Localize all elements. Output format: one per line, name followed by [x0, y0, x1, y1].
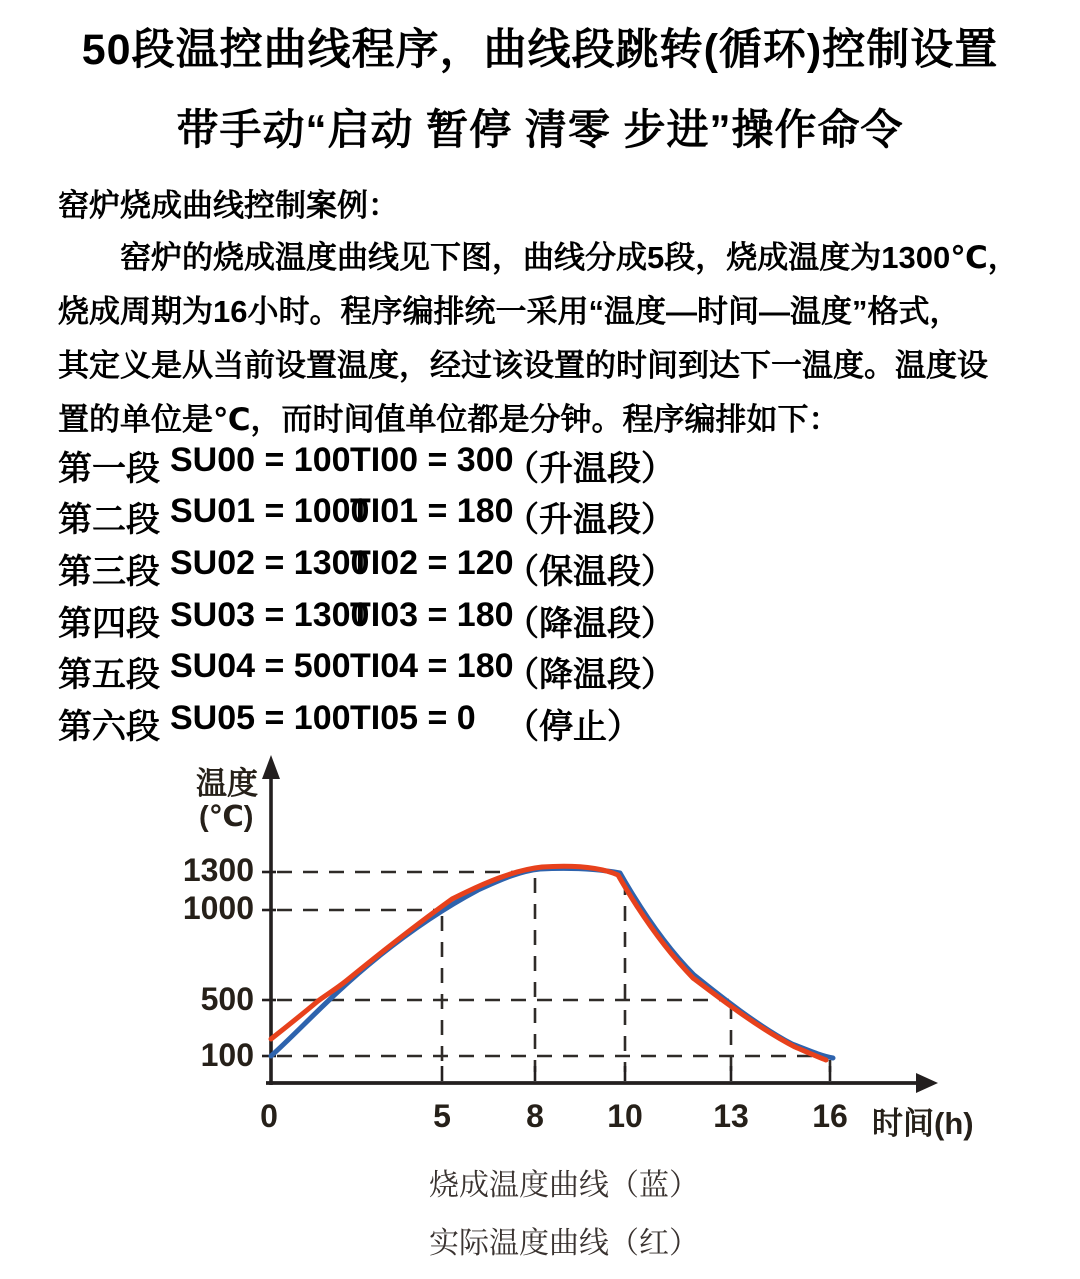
segment-note: （降温段） [505, 605, 675, 643]
segment-ti-value: TI03 = 180 [350, 596, 514, 634]
segment-row-1 [58, 441, 958, 488]
x-tick-8: 8 [526, 1098, 544, 1134]
y-tick-1300: 1300 [182, 852, 254, 888]
legend-red-curve: 实际温度曲线（红） [429, 1227, 699, 1260]
x-axis-title: 时间(h) [872, 1106, 974, 1141]
x-axis-arrow-icon [916, 1073, 938, 1093]
segment-ti-value: TI04 = 180 [350, 647, 514, 685]
y-axis-title: 温度 [196, 766, 258, 801]
y-tick-100: 100 [200, 1037, 254, 1073]
segment-su-value: SU03 = 1300 [170, 596, 370, 634]
y-tick-500: 500 [200, 981, 254, 1017]
x-tick-16: 16 [812, 1098, 848, 1134]
chart-axes [262, 755, 938, 1093]
segment-note: （升温段） [505, 450, 675, 488]
segment-ti-value: TI00 = 300 [350, 441, 514, 479]
segment-label: 第四段 [58, 605, 160, 643]
segment-su-value: SU00 = 100 [170, 441, 351, 479]
segment-note: （停止） [505, 708, 641, 746]
case-heading: 窑炉烧成曲线控制案例： [58, 188, 399, 223]
segment-note: （降温段） [505, 656, 675, 694]
intro-line-1: 窑炉的烧成温度曲线见下图，曲线分成5段，烧成温度为1300℃， [58, 240, 1019, 275]
y-tick-1000: 1000 [182, 890, 254, 926]
segment-label: 第五段 [58, 656, 160, 694]
y-axis-arrow-icon [262, 755, 280, 779]
segment-label: 第二段 [58, 501, 160, 539]
setpoint-curve-blue [271, 868, 833, 1058]
page-title-line1: 50段温控曲线程序，曲线段跳转(循环)控制设置 [81, 26, 999, 74]
segment-note: （保温段） [505, 553, 675, 591]
segment-label: 第一段 [58, 450, 160, 488]
segment-label: 第六段 [58, 708, 160, 746]
segment-row-3 [58, 544, 958, 591]
y-axis-unit: (℃) [199, 801, 254, 833]
segment-row-2 [58, 492, 958, 539]
segment-row-6 [58, 699, 958, 746]
segment-su-value: SU04 = 500 [170, 647, 351, 685]
x-tick-13: 13 [713, 1098, 749, 1134]
segment-su-value: SU02 = 1300 [170, 544, 370, 582]
legend-blue-curve: 烧成温度曲线（蓝） [429, 1169, 699, 1202]
segment-row-5 [58, 647, 958, 694]
page-title-line2: 带手动“启动 暂停 清零 步进”操作命令 [176, 106, 904, 153]
segment-label: 第三段 [58, 553, 160, 591]
segment-note: （升温段） [505, 501, 675, 539]
x-tick-0: 0 [260, 1098, 278, 1134]
intro-line-3: 其定义是从当前设置温度，经过该设置的时间到达下一温度。温度设 [58, 348, 988, 383]
firing-curve-chart [150, 745, 990, 1145]
segment-ti-value: TI05 = 0 [350, 699, 476, 737]
segment-ti-value: TI02 = 120 [350, 544, 514, 582]
axis-ticks [262, 872, 830, 1081]
segment-su-value: SU05 = 100 [170, 699, 351, 737]
x-tick-5: 5 [433, 1098, 451, 1134]
x-tick-10: 10 [607, 1098, 643, 1134]
segment-row-4 [58, 596, 958, 643]
segment-su-value: SU01 = 1000 [170, 492, 370, 530]
intro-line-4: 置的单位是℃，而时间值单位都是分钟。程序编排如下： [58, 402, 840, 437]
actual-curve-red [271, 866, 826, 1060]
intro-line-2: 烧成周期为16小时。程序编排统一采用“温度—时间—温度”格式， [58, 294, 961, 329]
segment-ti-value: TI01 = 180 [350, 492, 514, 530]
